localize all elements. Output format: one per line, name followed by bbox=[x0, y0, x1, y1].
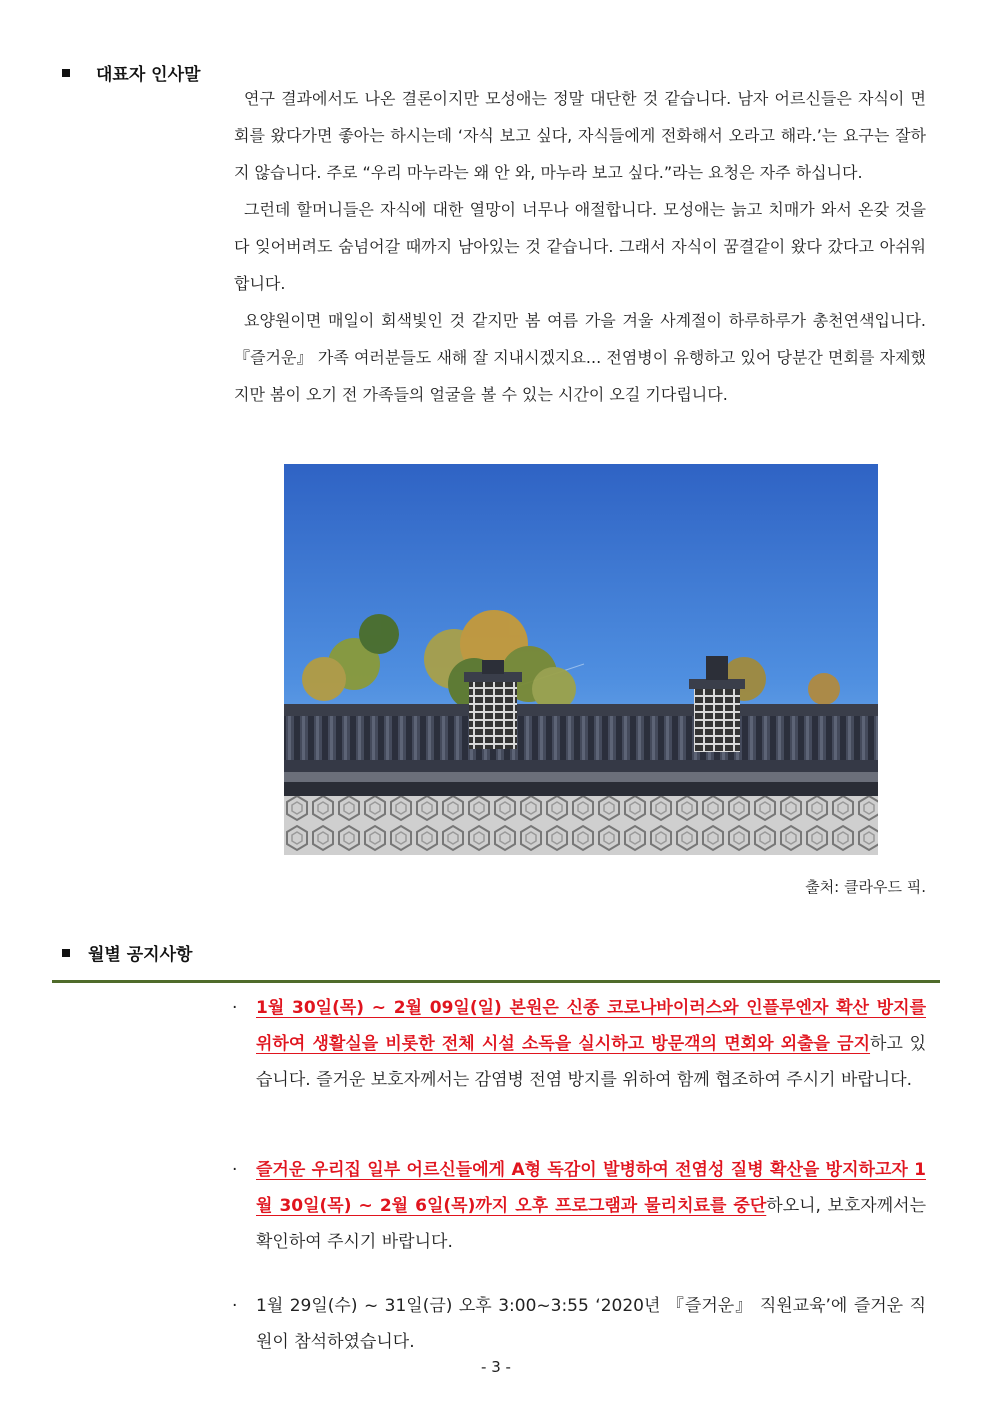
middle-dot-icon: · bbox=[232, 998, 238, 1018]
page-number: - 3 - bbox=[481, 1358, 511, 1376]
greeting-text bbox=[234, 80, 926, 413]
notice-item bbox=[232, 1152, 926, 1260]
paragraph: 연구 결과에서도 나온 결론이지만 모성애는 정말 대단한 것 같습니다. 남자 어르신들은 자식이 면회를 왔다가면 좋아는 하시는데 ‘자식 보고 싶다, 자식들에게 전화해서 오라고 해라.’는 요구는 잘하지 않습니다. 주로 “우리 마누라는 왜 안 와, 마누라 보고 싶다.”라는 요청은 자주 하십니다. bbox=[234, 89, 926, 182]
hanok-roof-photo bbox=[284, 464, 878, 855]
photo-caption: 출처: 클라우드 픽. bbox=[805, 878, 926, 896]
section-heading-greeting bbox=[62, 60, 200, 85]
notice-text: 하오니, 보호자께서는 확인하여 주시기 바랍니다. bbox=[256, 1196, 926, 1252]
section-title: 대표자 인사말 bbox=[96, 65, 201, 85]
section-heading-notices bbox=[62, 940, 192, 965]
notice-highlight: 1월 30일(목) ~ 2월 09일(일) 본원은 신종 코로나바이러스와 인플루엔자 확산 방지를 위하여 생활실을 비롯한 전체 시설 소독을 실시하고 방문객의 면회와 외출을 금지 bbox=[256, 998, 926, 1054]
notice-text: 1월 29일(수) ~ 31일(금) 오후 3:00~3:55 ‘2020년 『즐거운』 직원교육’에 즐거운 직원이 참석하였습니다. bbox=[256, 1296, 926, 1352]
section-title: 월별 공지사항 bbox=[88, 945, 193, 965]
notice-text: 하고 있습니다. 즐거운 보호자께서는 감염병 전염 방지를 위하여 함께 협조하여 주시기 바랍니다. bbox=[256, 1034, 926, 1090]
notice-item bbox=[232, 1288, 926, 1360]
paragraph: 그런데 할머니들은 자식에 대한 열망이 너무나 애절합니다. 모성애는 늙고 치매가 와서 온갖 것을 다 잊어버려도 숨넘어갈 때까지 남아있는 것 같습니다. 그래서 자식이 꿈결같이 왔다 갔다고 아쉬워합니다. bbox=[234, 200, 926, 293]
square-bullet-icon bbox=[62, 69, 70, 77]
section-divider bbox=[52, 980, 940, 983]
square-bullet-icon bbox=[62, 949, 70, 957]
paragraph: 요양원이면 매일이 회색빛인 것 같지만 봄 여름 가을 겨울 사계절이 하루하루가 총천연색입니다. 『즐거운』 가족 여러분들도 새해 잘 지내시겠지요... 전염병이 유행하고 있어 당분간 면회를 자제했지만 봄이 오기 전 가족들의 얼굴을 볼 수 있는 시간이 오길 기다립니다. bbox=[234, 311, 926, 404]
middle-dot-icon: · bbox=[232, 1160, 238, 1180]
middle-dot-icon: · bbox=[232, 1296, 238, 1316]
notice-highlight: 즐거운 우리집 일부 어르신들에게 A형 독감이 발병하여 전염성 질병 확산을 방지하고자 1월 30일(목) ~ 2월 6일(목)까지 오후 프로그램과 물리치료를 중단 bbox=[256, 1160, 926, 1216]
notice-item bbox=[232, 990, 926, 1098]
chimney bbox=[464, 660, 522, 749]
